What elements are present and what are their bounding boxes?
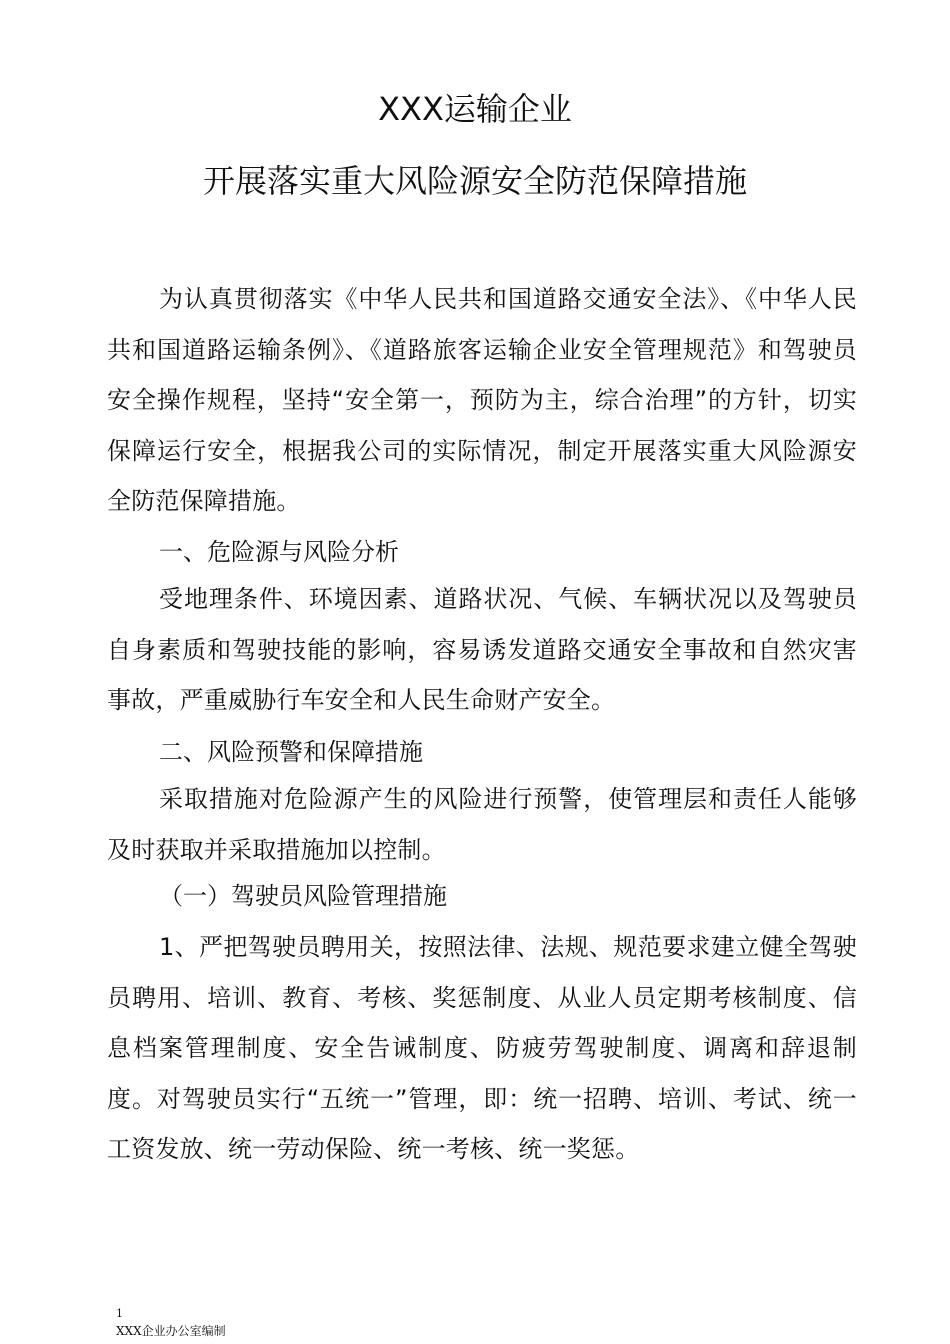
- footer-page-number: 1: [116, 1307, 123, 1320]
- section-1-body: 受地理条件、环境因素、道路状况、气候、车辆状况以及驾驶员自身素质和驾驶技能的影响，容易诱发道路交通安全事故和自然灾害事故，严重威胁行车安全和人民生命财产安全。: [107, 585, 857, 714]
- intro-paragraph: 为认真贯彻落实《中华人民共和国道路交通安全法》、《中华人民共和国道路运输条例》、《道路旅客运输企业安全管理规范》和驾驶员安全操作规程，坚持“安全第一，预防为主，综合治理”的方针，切实保障运行安全，根据我公司的实际情况，制定开展落实重大风险源安全防范保障措施。: [107, 285, 857, 515]
- footer-text: XXX企业办公室编制: [116, 1324, 226, 1338]
- subsection-1-heading: （一）驾驶员风险管理措施: [159, 882, 447, 910]
- document-title-line-1: XXX运输企业: [378, 90, 572, 128]
- document-title-line-2: 开展落实重大风险源安全防范保障措施: [202, 162, 747, 200]
- section-1-heading: 一、危险源与风险分析: [159, 538, 399, 566]
- section-2-heading: 二、风险预警和保障措施: [159, 738, 423, 766]
- section-2-body: 采取措施对危险源产生的风险进行预警，使管理层和责任人能够及时获取并采取措施加以控制。: [107, 785, 857, 864]
- subsection-1-item-1: 1、严把驾驶员聘用关，按照法律、法规、规范要求建立健全驾驶员聘用、培训、教育、考核、奖惩制度、从业人员定期考核制度、信息档案管理制度、安全告诫制度、防疲劳驾驶制度、调离和辞退制度。对驾驶员实行“五统一”管理，即：统一招聘、培训、考试、统一工资发放、统一劳动保险、统一考核、统一奖惩。: [107, 933, 857, 1163]
